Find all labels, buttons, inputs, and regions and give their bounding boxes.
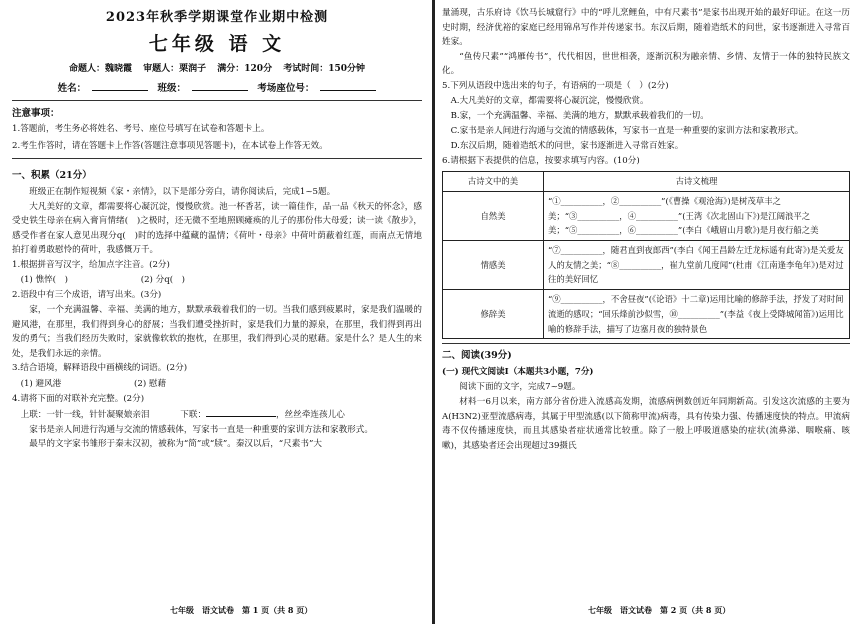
couplet-upper: 上联：一针一线，针针凝聚娘亲泪 <box>20 409 150 420</box>
table-header-row <box>443 172 850 192</box>
table-row <box>443 290 850 339</box>
passage-continued: 量涌现，古乐府诗《饮马长城窟行》中的“呼儿烹鲤鱼，中有尺素书”是家书出现开始的最好印证。在这一历史时期，经济优裕的家庭已经用锦帛写作并传递家书。东汉后期，随着造纸术的问世，家书逐渐进入寻常百姓家。 <box>442 8 850 48</box>
class-blank[interactable] <box>192 81 248 91</box>
q5-option-d: D.东汉后期，随着造纸术的问世，家书逐渐进入寻常百姓家。 <box>450 141 684 152</box>
couplet-lower-label: 下联： <box>180 409 207 420</box>
exam-title: 2023年秋季学期课堂作业期中检测 <box>105 10 329 25</box>
table-header: 古诗文中的美 <box>443 172 544 192</box>
q5-option-a: A.大凡美好的文章，都需要将心凝沉淀，慢慢欣赏。 <box>450 96 649 107</box>
exam-time: 考试时间：150分钟 <box>283 64 366 74</box>
full-score: 满分：120分 <box>217 64 273 74</box>
table-category: 情感美 <box>443 241 544 290</box>
q5-option-c: C.家书是亲人间进行沟通与交流的情感载体，写家书一直是一种重要的家训方法和家教形式。 <box>450 126 804 137</box>
name-fields <box>12 80 422 94</box>
passage-5: “鱼传尺素”“鸿雁传书”，代代相因，世世相袭，逐渐沉积为融亲情、乡情、友情于一体的独特民族文化。 <box>442 51 850 77</box>
table-row <box>443 191 850 240</box>
divider <box>12 100 422 101</box>
table-cell[interactable]: “⑨__________，不舍昼夜”(《论语》十二章)运用比喻的修辞手法，抒发了对时间流逝的感叹；“回乐烽前沙似雪，⑩__________”(李益《夜上受降城闻笛》)运用比喻的修辞手法，描写了边塞月夜的独特景色 <box>544 290 850 339</box>
page-spine <box>432 0 435 624</box>
name-blank[interactable] <box>92 81 148 91</box>
table-header: 古诗文梳理 <box>544 172 850 192</box>
question-5: 5.下列从语段中选出来的句子，有语病的一项是（ ）(2分) <box>442 81 669 92</box>
passage-1: 大凡美好的文章，都需要将心凝沉淀，慢慢欣赏。池一杯香茗，读一篇佳作，品一品《秋天的怀念》，感受史铁生母亲在病入膏肓情绪( )之极时，还无微不至地照顾瘫痪的儿子的那份伟大母爱；读一读《散步》，感受作者在家人意见出现分q( )时的选择中蕴藏的温情；《荷叶・母亲》中荷叶荫蔽着红莲，而南点无情地拍打着勇敢慰怜的荷叶，我感慨万千。 <box>12 201 422 256</box>
seat-blank[interactable] <box>320 81 376 91</box>
reviewer: 审题人：栗润子 <box>143 64 207 74</box>
poetry-table <box>442 171 850 339</box>
page-footer-2: 七年级 语文试卷 第 2 页（共 8 页） <box>588 605 731 615</box>
question-3-items <box>12 377 422 392</box>
exam-page-2 <box>438 0 856 624</box>
divider <box>442 343 850 344</box>
seat-label: 考场座位号： <box>257 83 315 94</box>
table-row <box>443 241 850 290</box>
section-2-heading: 二、阅读(39分) <box>442 350 512 362</box>
exam-subject: 七年级 语 文 <box>148 33 286 55</box>
question-3: 3.结合语境，解释语段中画横线的词语。(2分) <box>12 363 188 374</box>
q5-option-b: B.家，一个充满温馨、幸福、美满的地方，默默承载着我们的一切。 <box>450 111 709 122</box>
passage-2: 家，一个充满温馨、幸福、美满的地方，默默承载着我们的一切。当我们感到疲累时，家是我们温暖的避风港，在那里，我们得到身心的舒展；当我们遭受挫折时，家是我们力量的源泉，在那里，我们得到再出发的勇气；当我们经历失败时，家就像软软的抱枕，在那里，我们得到心灵的慰藉。家是什么？是人生的来处，是我们永远的亲情。 <box>12 305 422 359</box>
question-2: 2.语段中有三个成语，请写出来。(3分) <box>12 290 162 301</box>
q1-item-2: (2) 分q( ) <box>140 274 186 285</box>
q3-item-2: (2) 慰藉 <box>134 378 167 389</box>
material-1: 材料一6月以来，南方部分省份进入流感高发期，流感病例数创近年同期新高。引发这次流感的主要为A(H3N2)亚型流感病毒，其属于甲型流感(以下简称甲流)病毒，具有传染力强、传播速度快的特点。甲流病毒不仅传播速度快，而且其感染者症状通常比较重。除了一般上呼吸道感染的症状(流鼻涕、咽喉痛、咳嗽)，其感染者还会出现超过39摄氏 <box>442 396 850 451</box>
note-2: 2.考生作答时，请在答题卡上作答(答题注意事项见答题卡)，在本试卷上作答无效。 <box>12 141 328 152</box>
table-cell[interactable]: “⑦__________，随君直到夜郎西”(李白《闻王昌龄左迁龙标遥有此寄》)是关爱友人的友情之美；“⑧__________，崔九堂前几度闻”(杜甫《江南逢李龟年》)是对过往的美好回忆 <box>544 241 850 290</box>
couplet-lower-end: ，丝丝牵连孩儿心 <box>276 409 345 420</box>
note-1: 1.答题前，考生务必将姓名、考号、座位号填写在试卷和答题卡上。 <box>12 124 270 134</box>
notes-heading: 注意事项： <box>12 108 60 119</box>
question-1: 1.根据拼音写汉字，给加点字注音。(2分) <box>12 259 170 270</box>
exam-meta <box>12 61 422 74</box>
subsection-heading: (一) 现代文阅读Ⅰ（本题共3小题，7分) <box>442 367 594 378</box>
divider <box>12 158 422 159</box>
question-6: 6.请根据下表提供的信息，按要求填写内容。(10分) <box>442 156 640 167</box>
couplet-blank[interactable] <box>206 407 276 417</box>
q3-item-1: (1) 避风港 <box>20 378 62 389</box>
table-category: 修辞美 <box>443 290 544 339</box>
class-label: 班级： <box>157 83 186 94</box>
passage-4: 最早的文字家书雏形于秦末汉初，被称为“简”或“牍”。秦汉以后，“尺素书”大 <box>29 439 322 450</box>
page-footer-1: 七年级 语文试卷 第 1 页（共 8 页） <box>170 605 313 615</box>
reading-instruction: 阅读下面的文字，完成7~9题。 <box>459 382 581 393</box>
table-cell[interactable]: “①__________，②__________”(《曹操《观沧海》)是树茂草丰之美；“③__________，④__________”(王湾《次北固山下》)是江阔浪平之美；“⑤__________，⑥__________”(李白《峨眉山月歌》)是月夜行船之美 <box>544 191 850 240</box>
table-category: 自然美 <box>443 191 544 240</box>
section-1-intro: 班级正在制作短视频《家・亲情》，以下是部分旁白，请你阅读后，完成1~5题。 <box>29 186 336 197</box>
question-4: 4.请将下面的对联补充完整。(2分) <box>12 393 145 404</box>
setter: 命题人：魏晓霞 <box>68 64 132 74</box>
passage-3: 家书是亲人间进行沟通与交流的情感载体，写家书一直是一种重要的家训方法和家教形式。 <box>29 424 373 435</box>
q1-item-1: (1) 憔悴( ) <box>20 274 68 285</box>
question-1-items <box>12 273 422 288</box>
name-label: 姓名： <box>57 83 87 94</box>
section-1-heading: 一、积累（21分） <box>12 169 92 181</box>
couplet <box>12 407 422 423</box>
